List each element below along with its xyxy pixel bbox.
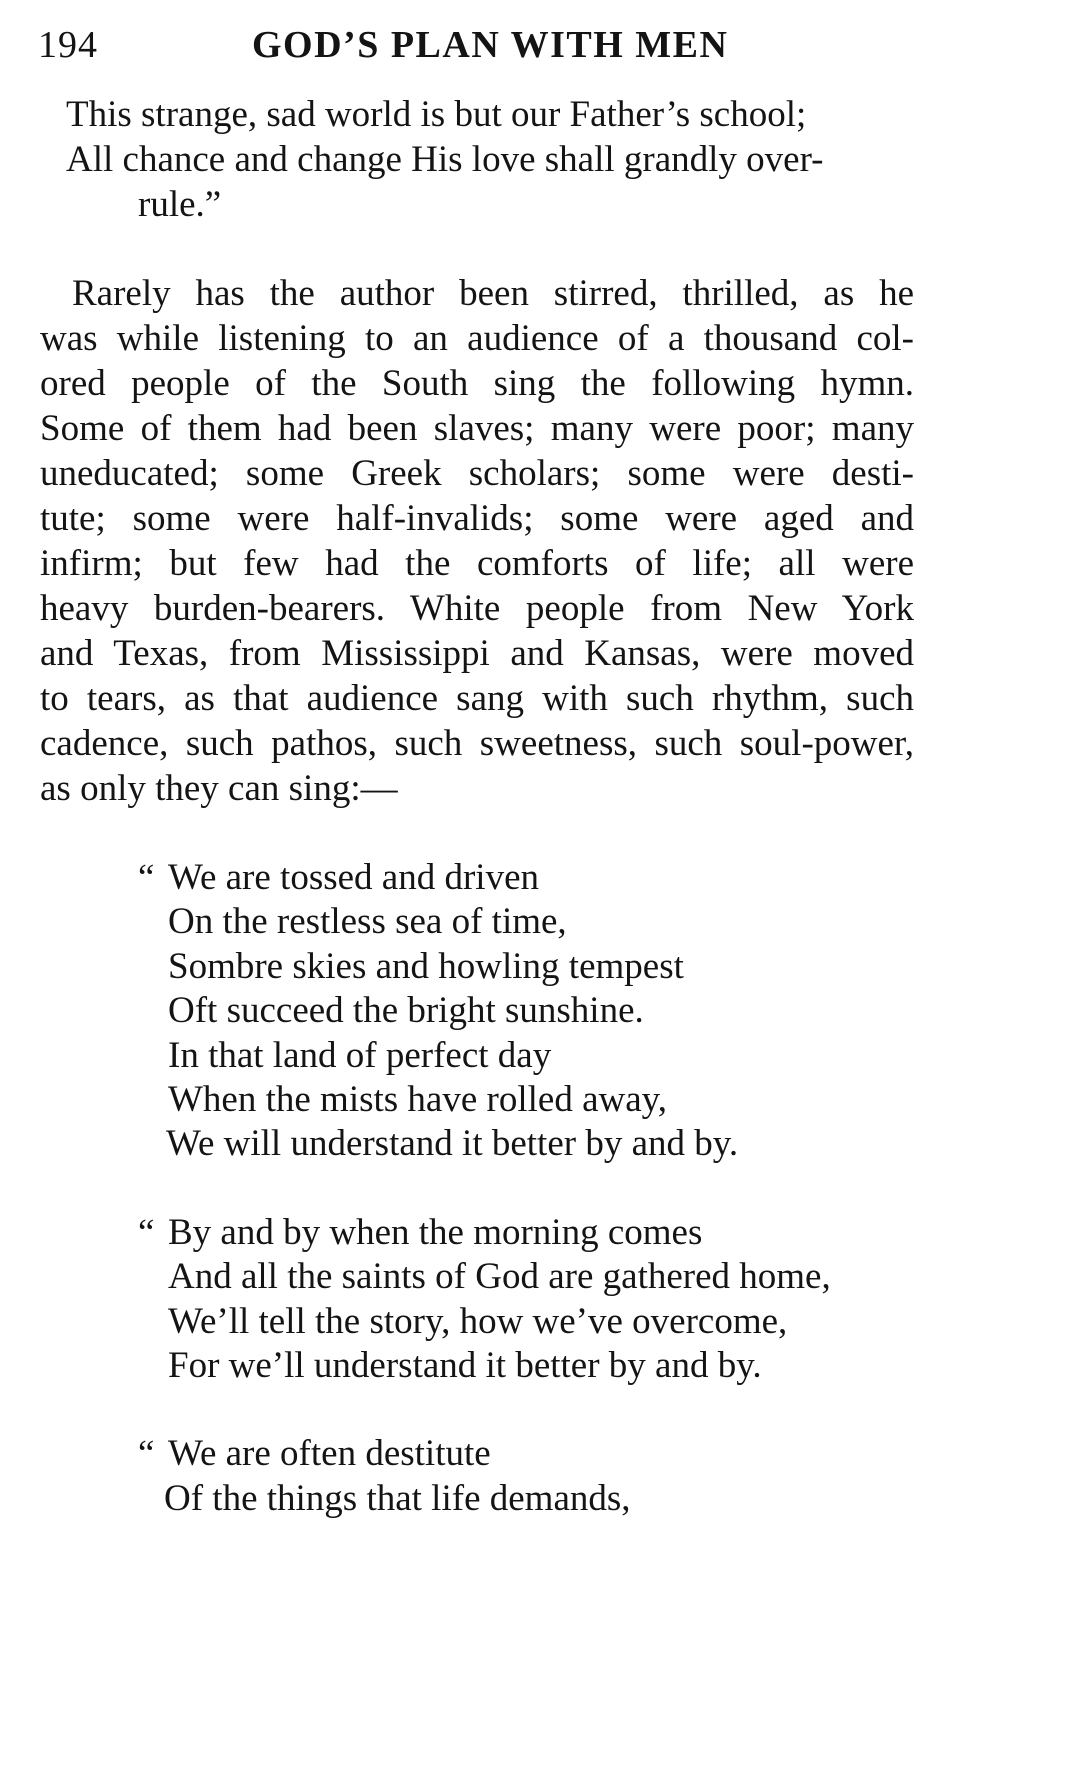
page-number: 194 [38,24,98,66]
hymn-line-text: We are tossed and driven [168,857,539,898]
verse-line: rule.” [138,184,222,225]
running-head [38,20,1029,70]
paragraph-line: heavy burden-bearers. White people from New York [40,588,914,629]
paragraph-line: to tears, as that audience sang with such rhythm, such [40,678,914,719]
paragraph-line: and Texas, from Mississippi and Kansas, were moved [40,633,914,674]
opening-quote-mark: “ [138,857,155,898]
paragraph-line: Some of them had been slaves; many were poor; many [40,408,914,449]
hymn-line: When the mists have rolled away, [168,1079,667,1120]
hymn-line: On the restless sea of time, [168,901,567,942]
opening-quote-mark: “ [138,1433,155,1474]
hymn-line: Oft succeed the bright sunshine. [168,990,644,1031]
paragraph-line: ored people of the South sing the following hymn. [40,363,914,404]
hymn-line: We’ll tell the story, how we’ve overcome, [168,1301,788,1342]
paragraph-line: cadence, such pathos, such sweetness, such soul-power, [40,723,914,764]
paragraph-line: was while listening to an audience of a thousand col- [40,318,914,359]
hymn-line-text: We are often destitute [168,1433,491,1474]
verse-line: All chance and change His love shall grandly over- [66,139,824,180]
hymn-line: Of the things that life demands, [164,1478,631,1519]
hymn-line [138,1210,703,1256]
opening-quote-mark: “ [138,1212,155,1253]
hymn-line [138,855,539,901]
paragraph-line: tute; some were half-invalids; some were aged and [40,498,914,539]
hymn-line: We will understand it better by and by. [166,1123,739,1164]
verse-line: This strange, sad world is but our Father’s school; [66,94,807,135]
running-title: GOD’S PLAN WITH MEN [252,24,729,66]
paragraph-line: Rarely has the author been stirred, thrilled, as he [72,273,914,314]
paragraph-line: infirm; but few had the comforts of life; all were [40,543,914,584]
paragraph-line: uneducated; some Greek scholars; some were desti- [40,453,914,494]
hymn-line: Sombre skies and howling tempest [168,946,684,987]
hymn-line-text: By and by when the morning comes [168,1212,703,1253]
hymn-line: For we’ll understand it better by and by. [168,1345,762,1386]
paragraph-line: as only they can sing:— [40,768,398,809]
hymn-line: In that land of perfect day [168,1035,552,1076]
hymn-line: And all the saints of God are gathered home, [168,1256,831,1297]
hymn-line [138,1431,491,1477]
